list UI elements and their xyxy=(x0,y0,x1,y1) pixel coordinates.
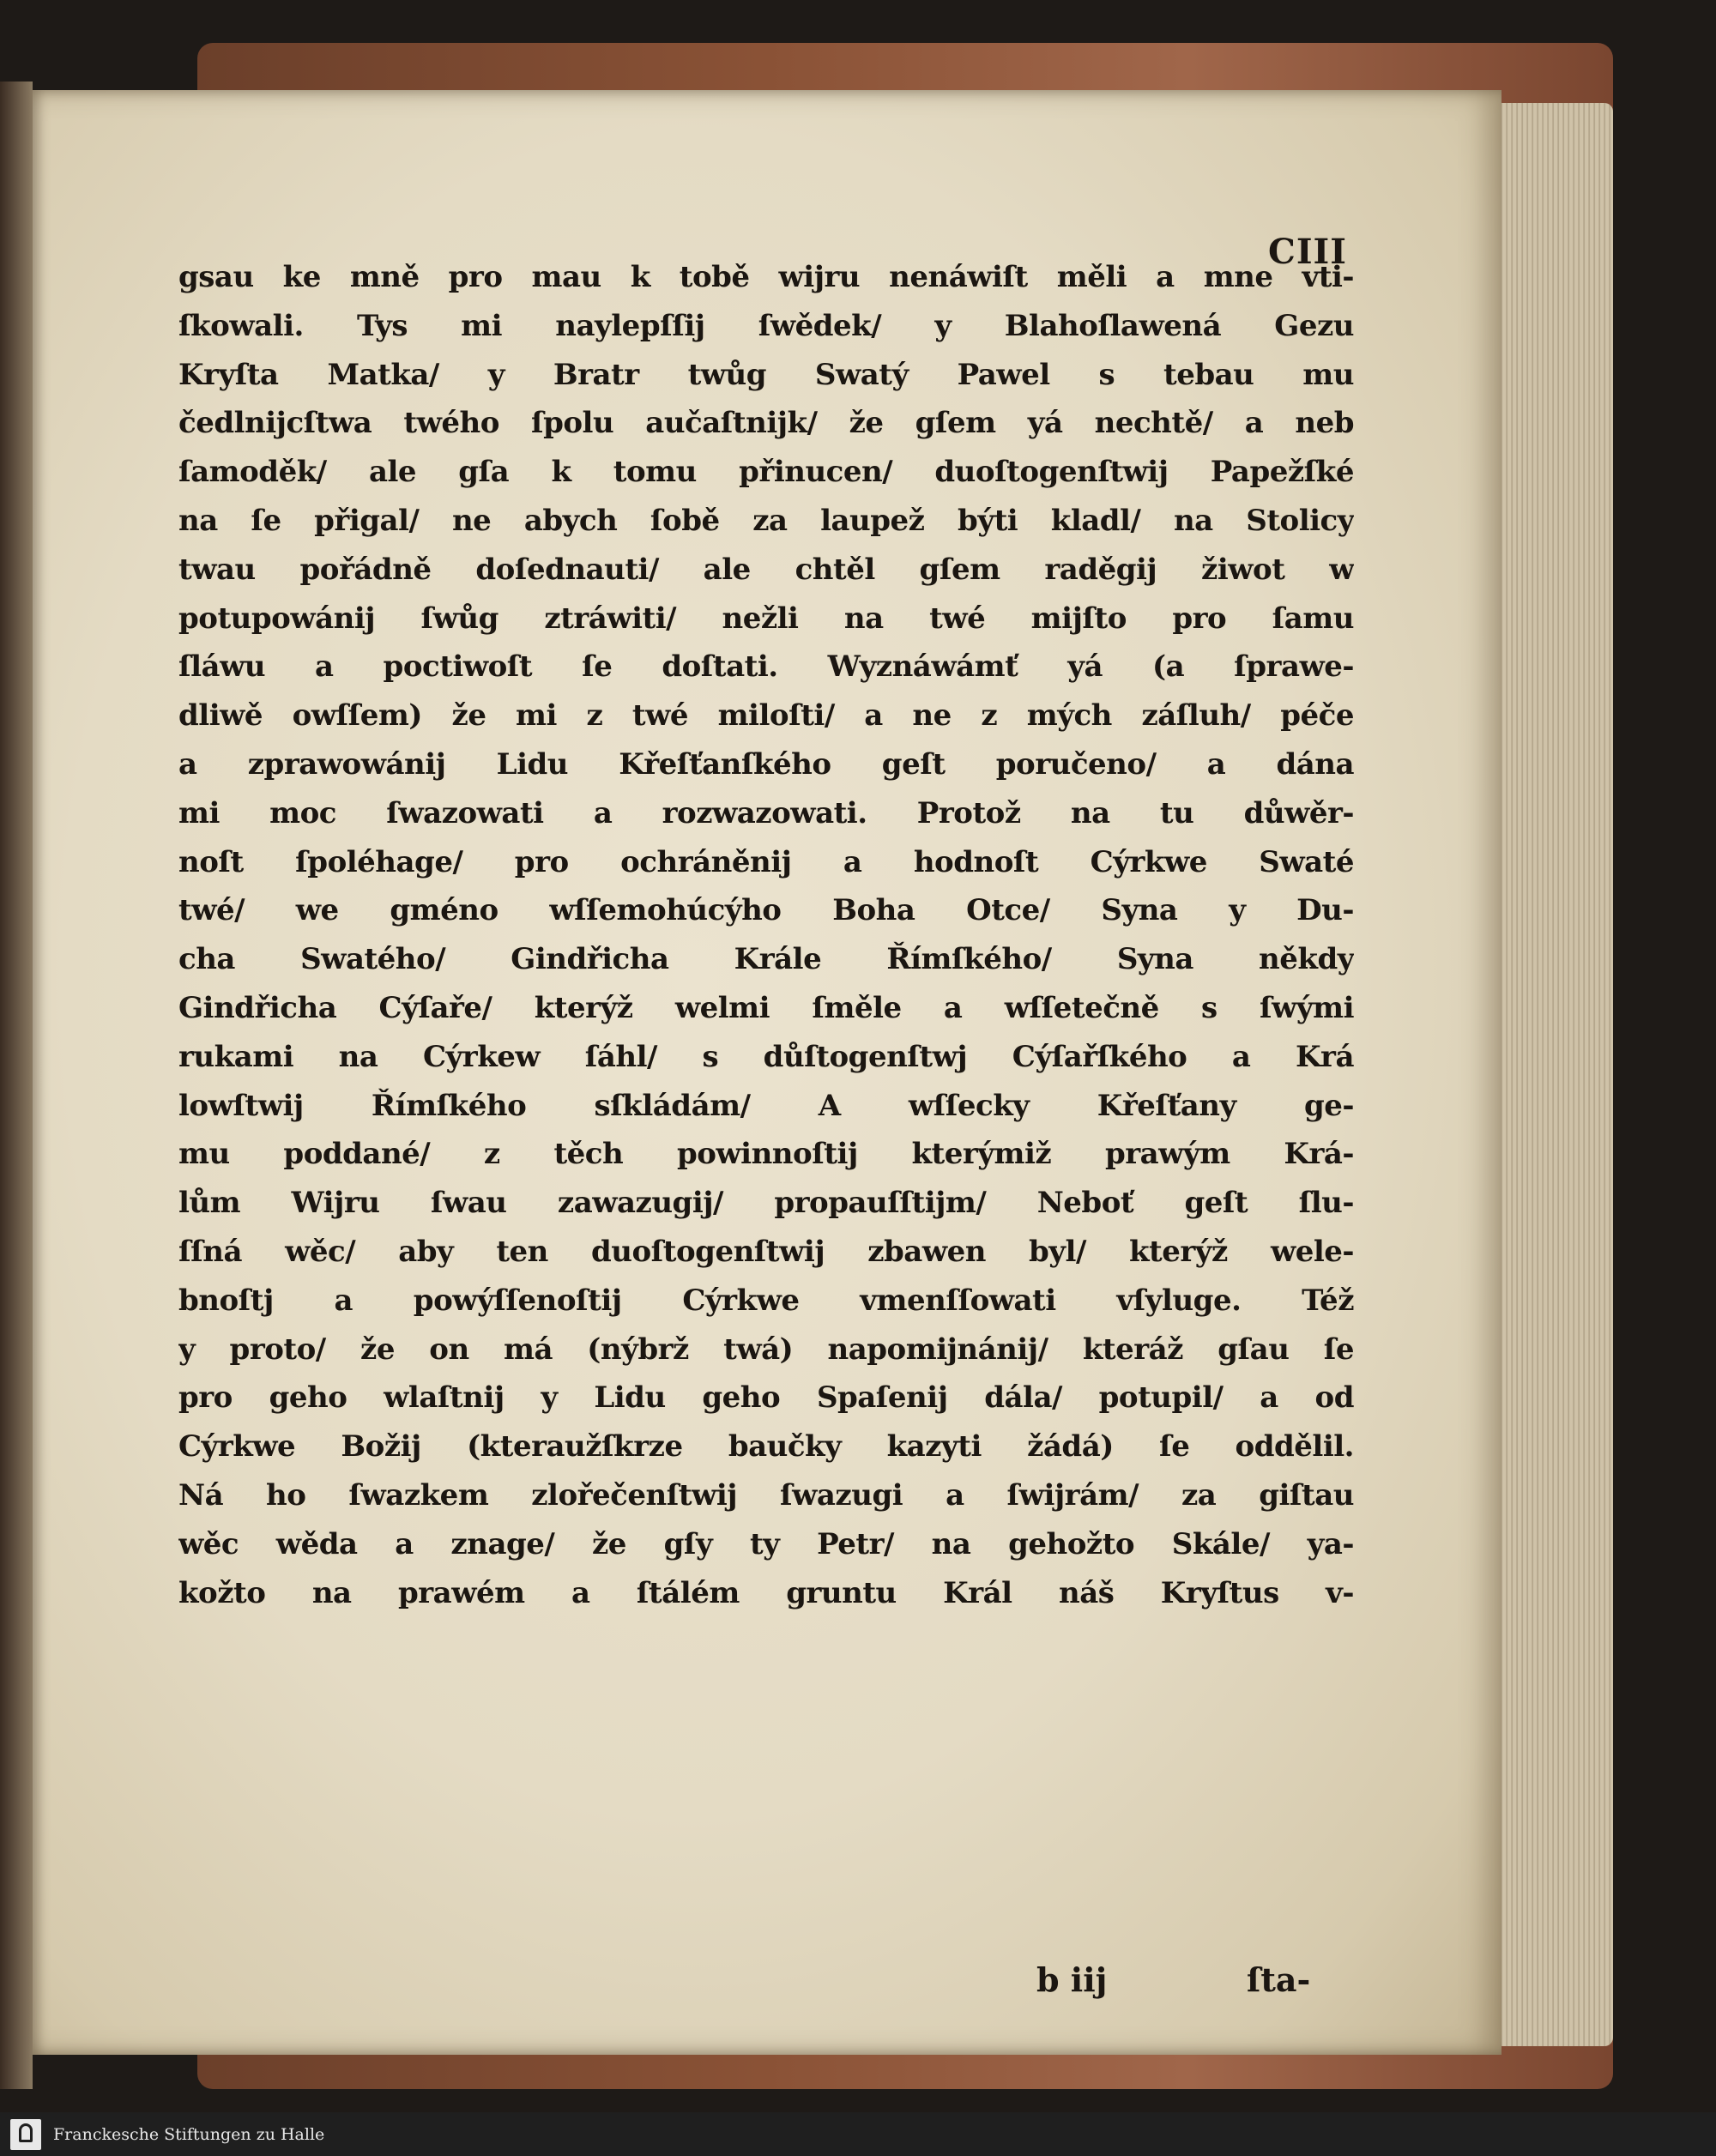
text-line: lowſtwij Římſkého sſkládám/ A wſſecky Křeſťany ge- xyxy=(178,1088,1354,1123)
catchword: ſta- xyxy=(1247,1960,1311,1999)
book-page xyxy=(33,90,1502,2055)
francke-foundation-logo-icon xyxy=(10,2119,41,2150)
text-line: twé/ we gméno wſſemohúcýho Boha Otce/ Syna y Du- xyxy=(178,893,1354,928)
text-line: lům Wijru ſwau zawazugij/ propauſſtijm/ Neboť geſt ſlu- xyxy=(178,1186,1354,1221)
facing-page-edge xyxy=(0,82,33,2089)
text-line: ſláwu a poctiwoſt ſe doſtati. Wyznáwámť yá (a ſprawe- xyxy=(178,649,1354,685)
text-line: Ná ho ſwazkem zlořečenſtwij ſwazugi a ſwijrám/ za giſtau xyxy=(178,1477,1354,1513)
text-line: na ſe přigal/ ne abych ſobě za laupež býti kladl/ na Stolicy xyxy=(178,503,1354,538)
text-line: kožto na prawém a ſtálém gruntu Král náš Kryſtus v- xyxy=(178,1575,1354,1610)
text-line: Gindřicha Cýſaře/ kterýž welmi ſměle a wſſetečně s ſwými xyxy=(178,990,1354,1025)
text-line: ſſná wěc/ aby ten duoſtogenſtwij zbawen byl/ kterýž wele- xyxy=(178,1234,1354,1269)
text-line: gsau ke mně pro mau k tobě wijru nenáwiſt měli a mne vti- xyxy=(178,260,1354,294)
text-line: bnoſtj a powýſſenoſtij Cýrkwe vmenſſowati vſyluge. Též xyxy=(178,1283,1354,1318)
text-line: cha Swatého/ Gindřicha Krále Římſkého/ Syna někdy xyxy=(178,942,1354,977)
text-line: Kryſta Matka/ y Bratr twůg Swatý Pawel s tebau mu xyxy=(178,357,1354,392)
footer-bar xyxy=(0,2112,1716,2156)
institution-name: Franckesche Stiftungen zu Halle xyxy=(53,2124,325,2144)
text-line: Cýrkwe Božij (kteraužſkrze baučky kazyti žádá) ſe oddělil. xyxy=(178,1429,1354,1465)
text-line: čedlnijcſtwa twého ſpolu aučaſtnijk/ že gſem yá nechtě/ a neb xyxy=(178,406,1354,441)
text-line: dliwě owſſem) že mi z twé miloſti/ a ne z mých záſluh/ péče xyxy=(178,698,1354,734)
signature-mark: b iij xyxy=(1036,1960,1108,1999)
page-foot xyxy=(178,1960,1354,2012)
text-line: twau pořádně doſednauti/ ale chtěl gſem raděgij žiwot w xyxy=(178,552,1354,587)
text-line: noſt ſpoléhage/ pro ochráněnij a hodnoſt Cýrkwe Swaté xyxy=(178,844,1354,879)
text-line: a zprawowánij Lidu Křeſťanſkého geſt poručeno/ a dána xyxy=(178,746,1354,782)
text-line: potupowánij ſwůg ztráwiti/ nežli na twé mijſto pro ſamu xyxy=(178,601,1354,636)
text-line: mu poddané/ z těch powinnoſtij kterýmiž prawým Krá- xyxy=(178,1137,1354,1172)
text-block xyxy=(178,253,1354,1617)
text-line: y proto/ že on má (nýbrž twá) napomijnánij/ kteráž gſau ſe xyxy=(178,1332,1354,1367)
text-line: rukami na Cýrkew ſáhl/ s důſtogenſtwj Cýſařſkého a Krá xyxy=(178,1039,1354,1074)
folio-number: CIII xyxy=(1268,232,1347,272)
text-line: mi moc ſwazowati a rozwazowati. Protož na tu důwěr- xyxy=(178,795,1354,830)
text-line: ſamoděk/ ale gſa k tomu přinucen/ duoſtogenſtwij Papežſké xyxy=(178,455,1354,490)
text-line: ſkowali. Tys mi naylepſſij ſwědek/ y Blahoſlawená Gezu xyxy=(178,308,1354,343)
text-line: pro geho wlaſtnij y Lidu geho Spaſenij dála/ potupil/ a od xyxy=(178,1380,1354,1416)
text-line: wěc wěda a znage/ že gſy ty Petr/ na gehožto Skále/ ya- xyxy=(178,1526,1354,1561)
